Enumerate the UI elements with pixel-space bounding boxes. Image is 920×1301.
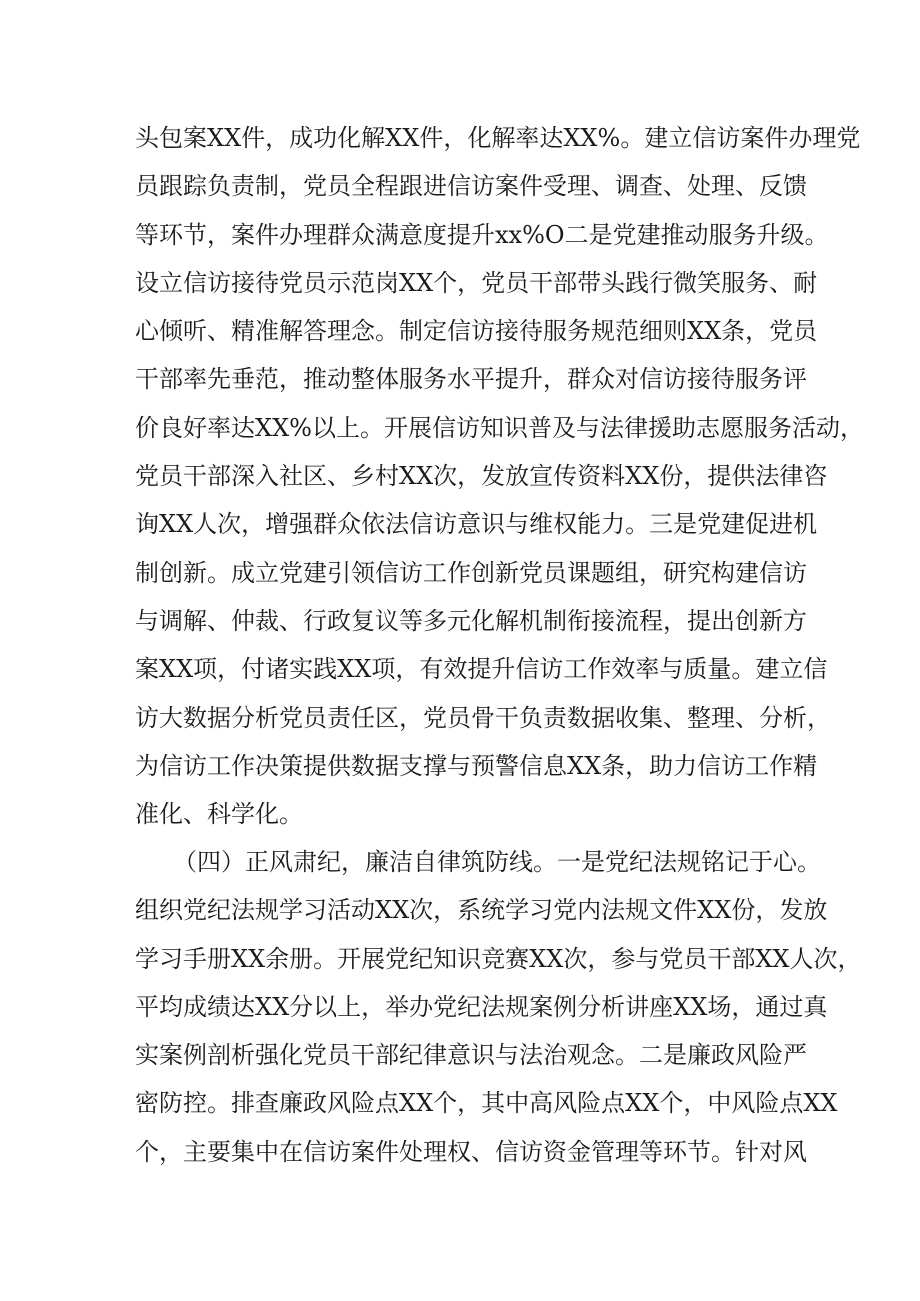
paragraph-1-line: 案XX项，付诸实践XX项，有效提升信访工作效率与质量。建立信 — [135, 655, 828, 684]
paragraph-1-line: 准化、科学化。 — [135, 800, 303, 829]
paragraph-1-line: 访大数据分析党员责任区，党员骨干负责数据收集、整理、分析， — [135, 703, 831, 732]
paragraph-2-line: 平均成绩达XX分以上，举办党纪法规案例分析讲座XX场，通过真 — [135, 992, 828, 1021]
paragraph-1-line: 设立信访接待党员示范岗XX个，党员干部带头践行微笑服务、耐 — [135, 268, 818, 297]
paragraph-1-line: 党员干部深入社区、乡村XX次，发放宣传资料XX份，提供法律咨 — [135, 462, 828, 491]
paragraph-1-line: 等环节，案件办理群众满意度提升xx%O二是党建推动服务升级。 — [135, 220, 829, 249]
paragraph-1 — [135, 114, 864, 838]
paragraph-1-line: 头包案XX件，成功化解XX件，化解率达XX%。建立信访案件办理党 — [135, 124, 861, 152]
paragraph-1-line: 心倾听、精准解答理念。制定信访接待服务规范细则XX条，党员 — [135, 317, 818, 346]
paragraph-2 — [135, 838, 862, 1176]
paragraph-2-line: 学习手册XX余册。开展党纪知识竞赛XX次，参与党员干部XX人次， — [135, 944, 862, 973]
paragraph-1-line: 员跟踪负责制，党员全程跟进信访案件受理、调查、处理、反馈 — [135, 172, 807, 201]
paragraph-2-line: 个，主要集中在信访案件处理权、信访资金管理等环节。针对风 — [135, 1137, 807, 1166]
paragraph-1-line: 为信访工作决策提供数据支撑与预警信息XX条，助力信访工作精 — [135, 751, 818, 780]
paragraph-1-line: 价良好率达XX%以上。开展信访知识普及与法律援助志愿服务活动， — [135, 413, 864, 442]
paragraph-1-line: 制创新。成立党建引领信访工作创新党员课题组，研究构建信访 — [135, 558, 807, 587]
paragraph-1-line: 与调解、仲裁、行政复议等多元化解机制衔接流程，提出创新方 — [135, 606, 807, 635]
paragraph-2-line: 组织党纪法规学习活动XX次，系统学习党内法规文件XX份，发放 — [135, 896, 828, 925]
paragraph-1-line: 询XX人次，增强群众依法信访意识与维权能力。三是党建促进机 — [135, 510, 818, 539]
paragraph-2-line: 密防控。排查廉政风险点XX个，其中高风险点XX个，中风险点XX — [135, 1089, 838, 1118]
paragraph-2-line: （四）正风肃纪，廉洁自律筑防线。一是党纪法规铭记于心。 — [173, 848, 821, 876]
paragraph-1-line: 干部率先垂范，推动整体服务水平提升，群众对信访接待服务评 — [135, 365, 807, 394]
paragraph-2-line: 实案例剖析强化党员干部纪律意识与法治观念。二是廉政风险严 — [135, 1041, 807, 1070]
